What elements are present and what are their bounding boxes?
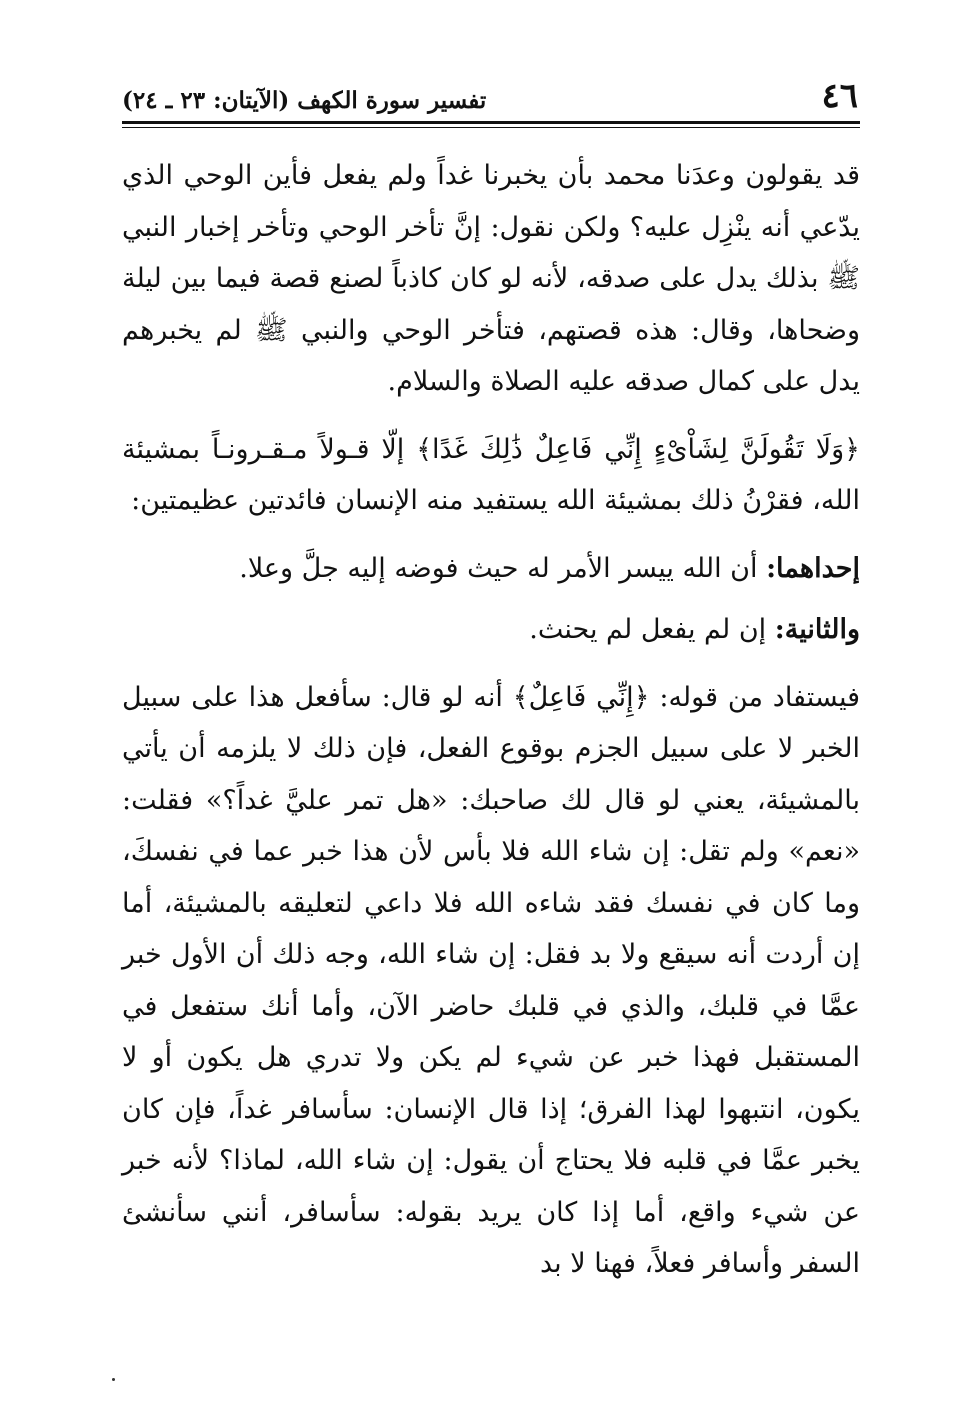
paragraph-2-text: إلّا قـولاً مـقـرونـاً بمشيئة الله، فقرْنُ ذلك بمشيئة الله يستفيد منه الإنسان فائدتين عظيمتين: (122, 433, 860, 516)
body-text (122, 150, 860, 1290)
running-title: تفسير سورة الكهف (الآيتان: ٢٣ ـ ٢٤) (122, 87, 487, 114)
paragraph-2 (122, 424, 860, 527)
paragraph-3-text: أنه لو قال: سأفعل هذا على سبيل الخبر لا على سبيل الجزم بوقوع الفعل، فإن ذلك لا يلزمه أن يأتي بالمشيئة، يعني لو قال لك صاحبك: «هل تمر عليَّ غداً؟» فقلت: «نعم» ولم تقل: إن شاء الله فلا بأس لأن هذا خبر عما في نفسكَ، وما كان في نفسك فقد شاءه الله فلا داعي لتعليقه بالمشيئة، أما إن أردت أنه سيقع ولا بد فقل: إن شاء الله، وجه ذلك أن الأول خبر عمَّا في قلبك، والذي في قلبك حاضر الآن، وأما أنك ستفعل في المستقبل فهذا خبر عن شيء لم يكن ولا تدري هل يكون أو لا يكون، انتبهوا لهذا الفرق؛ إذا قال الإنسان: سأسافر غداً، فإن كان يخبر عمَّا في قلبه فلا يحتاج أن يقول: إن شاء الله، لماذا؟ لأنه خبر عن شيء واقع، أما إذا كان يريد بقوله: سأسافر، أنني سأنشئ السفر وأسافر فعلاً، فهنا لا بد (122, 681, 860, 1279)
paragraph-1: قد يقولون وعدَنا محمد بأن يخبرنا غداً ولم يفعل فأين الوحي الذي يدّعي أنه ينْزِل عليه؟ ولكن نقول: إنَّ تأخر الوحي وتأخر إخبار النبي ﷺ بذلك يدل على صدقه، لأنه لو كان كاذباً لصنع قصة فيما بين ليلة وضحاها، وقال: هذه قصتهم، فتأخر الوحي والنبي ﷺ لم يخبرهم يدل على كمال صدقه عليه الصلاة والسلام. (122, 160, 860, 397)
header-rule-thick (122, 121, 860, 124)
list-item-label: والثانية: (774, 614, 860, 645)
quran-verse: ﴿وَلَا تَقُولَنَّ لِشَاْىْءٍ إِنِّي فَاعِلٌ ذَٰلِكَ غَدًا﴾ (416, 433, 860, 465)
scan-speck (112, 1378, 115, 1381)
list-item-second (122, 604, 860, 656)
list-item-first (122, 543, 860, 595)
page-header (122, 76, 858, 122)
list-item-text: أن الله ييسر الأمر له حيث فوضه إليه جلَّ وعلا. (239, 552, 767, 584)
header-rule-thin (122, 127, 860, 128)
paragraph-3 (122, 672, 860, 1290)
quran-verse: ﴿إِنِّي فَاعِلٌ﴾ (512, 681, 650, 713)
paragraph-3-lead: فيستفاد من قوله: (649, 681, 860, 713)
list-item-text: إن لم يفعل لم يحنث. (529, 614, 775, 645)
list-item-label: إحداهما: (766, 552, 860, 584)
page-number: ٤٦ (821, 76, 858, 116)
